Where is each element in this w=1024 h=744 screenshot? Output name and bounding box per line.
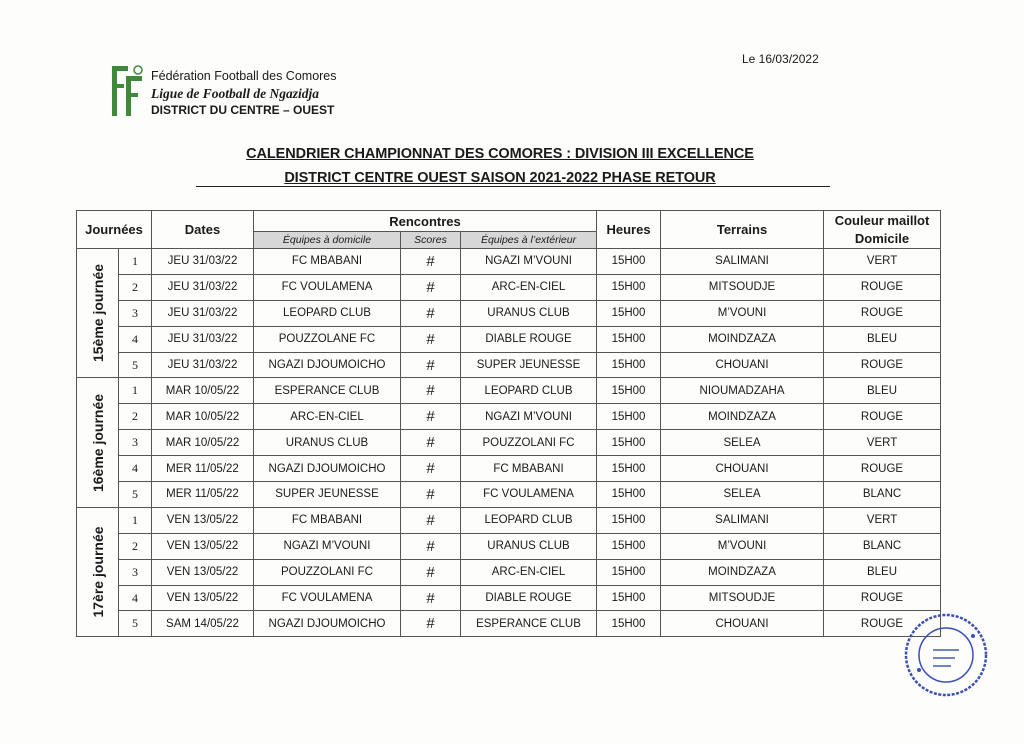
journee-cell xyxy=(77,249,119,378)
match-time: 15H00 xyxy=(597,611,661,637)
home-team: ESPERANCE CLUB xyxy=(254,378,401,404)
match-time: 15H00 xyxy=(597,482,661,508)
match-score: # xyxy=(401,300,461,326)
match-time: 15H00 xyxy=(597,585,661,611)
match-date: MER 11/05/22 xyxy=(152,456,254,482)
match-date: MAR 10/05/22 xyxy=(152,378,254,404)
match-field: CHOUANI xyxy=(661,456,824,482)
match-number: 3 xyxy=(119,300,152,326)
jersey-color: VERT xyxy=(824,507,941,533)
document-date: Le 16/03/2022 xyxy=(742,52,819,66)
district-stamp-icon xyxy=(903,612,989,698)
jersey-color: VERT xyxy=(824,249,941,275)
table-row xyxy=(77,611,941,637)
subheader-home: Équipes à domicile xyxy=(254,232,401,249)
match-score: # xyxy=(401,352,461,378)
match-score: # xyxy=(401,456,461,482)
match-field: CHOUANI xyxy=(661,352,824,378)
home-team: NGAZI DJOUMOICHO xyxy=(254,352,401,378)
away-team: DIABLE ROUGE xyxy=(461,585,597,611)
match-date: JEU 31/03/22 xyxy=(152,300,254,326)
match-score: # xyxy=(401,404,461,430)
match-score: # xyxy=(401,326,461,352)
match-score: # xyxy=(401,430,461,456)
match-date: VEN 13/05/22 xyxy=(152,533,254,559)
home-team: FC VOULAMENA xyxy=(254,585,401,611)
match-field: MOINDZAZA xyxy=(661,404,824,430)
match-number: 2 xyxy=(119,404,152,430)
match-number: 4 xyxy=(119,585,152,611)
table-row xyxy=(77,482,941,508)
match-number: 3 xyxy=(119,430,152,456)
jersey-color: ROUGE xyxy=(824,352,941,378)
jersey-color: ROUGE xyxy=(824,585,941,611)
match-field: MITSOUDJE xyxy=(661,585,824,611)
away-team: ESPERANCE CLUB xyxy=(461,611,597,637)
jersey-color: BLEU xyxy=(824,326,941,352)
away-team: NGAZI M’VOUNI xyxy=(461,249,597,275)
match-number: 2 xyxy=(119,533,152,559)
match-score: # xyxy=(401,378,461,404)
table-row xyxy=(77,300,941,326)
match-number: 1 xyxy=(119,249,152,275)
fixtures-table xyxy=(76,210,941,637)
away-team: POUZZOLANI FC xyxy=(461,430,597,456)
match-field: SALIMANI xyxy=(661,249,824,275)
match-field: CHOUANI xyxy=(661,611,824,637)
match-time: 15H00 xyxy=(597,430,661,456)
match-score: # xyxy=(401,559,461,585)
match-number: 2 xyxy=(119,274,152,300)
journee-cell xyxy=(77,507,119,636)
match-number: 5 xyxy=(119,352,152,378)
jersey-color: ROUGE xyxy=(824,274,941,300)
table-row xyxy=(77,378,941,404)
home-team: FC MBABANI xyxy=(254,249,401,275)
league-name: Ligue de Football de Ngazidja xyxy=(151,86,319,101)
match-date: JEU 31/03/22 xyxy=(152,274,254,300)
match-time: 15H00 xyxy=(597,352,661,378)
table-row xyxy=(77,274,941,300)
home-team: URANUS CLUB xyxy=(254,430,401,456)
jersey-color: BLEU xyxy=(824,378,941,404)
match-time: 15H00 xyxy=(597,559,661,585)
header-terrains: Terrains xyxy=(661,211,824,249)
match-score: # xyxy=(401,274,461,300)
home-team: SUPER JEUNESSE xyxy=(254,482,401,508)
match-time: 15H00 xyxy=(597,404,661,430)
match-score: # xyxy=(401,533,461,559)
match-time: 15H00 xyxy=(597,507,661,533)
match-field: M’VOUNI xyxy=(661,533,824,559)
away-team: URANUS CLUB xyxy=(461,300,597,326)
match-date: VEN 13/05/22 xyxy=(152,559,254,585)
away-team: FC VOULAMENA xyxy=(461,482,597,508)
jersey-color: ROUGE xyxy=(824,300,941,326)
subheader-away: Équipes à l’extérieur xyxy=(461,232,597,249)
home-team: FC MBABANI xyxy=(254,507,401,533)
document-subtitle: DISTRICT CENTRE OUEST SAISON 2021-2022 PHASE RETOUR xyxy=(284,170,716,186)
away-team: ARC-EN-CIEL xyxy=(461,559,597,585)
jersey-color: VERT xyxy=(824,430,941,456)
match-date: JEU 31/03/22 xyxy=(152,249,254,275)
match-field: SALIMANI xyxy=(661,507,824,533)
jersey-color: ROUGE xyxy=(824,404,941,430)
jersey-color: BLANC xyxy=(824,482,941,508)
home-team: POUZZOLANI FC xyxy=(254,559,401,585)
match-time: 15H00 xyxy=(597,274,661,300)
header-couleur: Couleur maillot Domicile xyxy=(824,211,941,249)
away-team: ARC-EN-CIEL xyxy=(461,274,597,300)
match-time: 15H00 xyxy=(597,533,661,559)
table-row xyxy=(77,404,941,430)
match-field: MOINDZAZA xyxy=(661,559,824,585)
header-journees: Journées xyxy=(77,211,152,249)
match-date: VEN 13/05/22 xyxy=(152,585,254,611)
jersey-color: ROUGE xyxy=(824,456,941,482)
match-number: 1 xyxy=(119,378,152,404)
match-time: 15H00 xyxy=(597,249,661,275)
match-field: MITSOUDJE xyxy=(661,274,824,300)
match-time: 15H00 xyxy=(597,456,661,482)
away-team: SUPER JEUNESSE xyxy=(461,352,597,378)
match-date: JEU 31/03/22 xyxy=(152,352,254,378)
journee-label: 16ème journée xyxy=(89,393,106,492)
match-score: # xyxy=(401,611,461,637)
jersey-color: BLEU xyxy=(824,559,941,585)
table-row xyxy=(77,430,941,456)
journee-label: 15ème journée xyxy=(89,264,106,363)
subheader-scores: Scores xyxy=(401,232,461,249)
match-time: 15H00 xyxy=(597,300,661,326)
match-field: NIOUMADZAHA xyxy=(661,378,824,404)
away-team: NGAZI M’VOUNI xyxy=(461,404,597,430)
match-field: SELEA xyxy=(661,430,824,456)
home-team: NGAZI DJOUMOICHO xyxy=(254,611,401,637)
match-score: # xyxy=(401,482,461,508)
match-score: # xyxy=(401,507,461,533)
fixtures-body xyxy=(77,249,941,637)
match-number: 1 xyxy=(119,507,152,533)
match-date: MER 11/05/22 xyxy=(152,482,254,508)
match-field: M’VOUNI xyxy=(661,300,824,326)
home-team: LEOPARD CLUB xyxy=(254,300,401,326)
table-row xyxy=(77,533,941,559)
home-team: ARC-EN-CIEL xyxy=(254,404,401,430)
match-date: JEU 31/03/22 xyxy=(152,326,254,352)
document-title: CALENDRIER CHAMPIONNAT DES COMORES : DIVISION III EXCELLENCE xyxy=(246,146,754,162)
organization-block xyxy=(151,68,337,119)
match-field: SELEA xyxy=(661,482,824,508)
table-row xyxy=(77,507,941,533)
match-time: 15H00 xyxy=(597,378,661,404)
home-team: NGAZI M’VOUNI xyxy=(254,533,401,559)
table-row xyxy=(77,585,941,611)
jersey-color: BLANC xyxy=(824,533,941,559)
match-number: 4 xyxy=(119,456,152,482)
match-date: MAR 10/05/22 xyxy=(152,404,254,430)
title-rule xyxy=(196,186,830,187)
table-row xyxy=(77,249,941,275)
header-rencontres: Rencontres xyxy=(254,211,597,232)
header-dates: Dates xyxy=(152,211,254,249)
away-team: LEOPARD CLUB xyxy=(461,378,597,404)
away-team: LEOPARD CLUB xyxy=(461,507,597,533)
away-team: DIABLE ROUGE xyxy=(461,326,597,352)
jersey-color: ROUGE xyxy=(824,611,941,637)
home-team: NGAZI DJOUMOICHO xyxy=(254,456,401,482)
table-row xyxy=(77,326,941,352)
match-number: 5 xyxy=(119,482,152,508)
journee-label: 17ère journée xyxy=(89,526,106,618)
district-name: DISTRICT DU CENTRE – OUEST xyxy=(151,103,335,117)
home-team: FC VOULAMENA xyxy=(254,274,401,300)
match-number: 3 xyxy=(119,559,152,585)
match-date: SAM 14/05/22 xyxy=(152,611,254,637)
federation-logo-icon xyxy=(111,64,145,118)
header-heures: Heures xyxy=(597,211,661,249)
federation-name: Fédération Football des Comores xyxy=(151,69,337,83)
table-row xyxy=(77,352,941,378)
match-field: MOINDZAZA xyxy=(661,326,824,352)
match-score: # xyxy=(401,585,461,611)
table-row xyxy=(77,559,941,585)
match-score: # xyxy=(401,249,461,275)
home-team: POUZZOLANE FC xyxy=(254,326,401,352)
table-row xyxy=(77,456,941,482)
away-team: URANUS CLUB xyxy=(461,533,597,559)
match-date: MAR 10/05/22 xyxy=(152,430,254,456)
away-team: FC MBABANI xyxy=(461,456,597,482)
journee-cell xyxy=(77,378,119,507)
match-time: 15H00 xyxy=(597,326,661,352)
match-number: 4 xyxy=(119,326,152,352)
match-date: VEN 13/05/22 xyxy=(152,507,254,533)
match-number: 5 xyxy=(119,611,152,637)
